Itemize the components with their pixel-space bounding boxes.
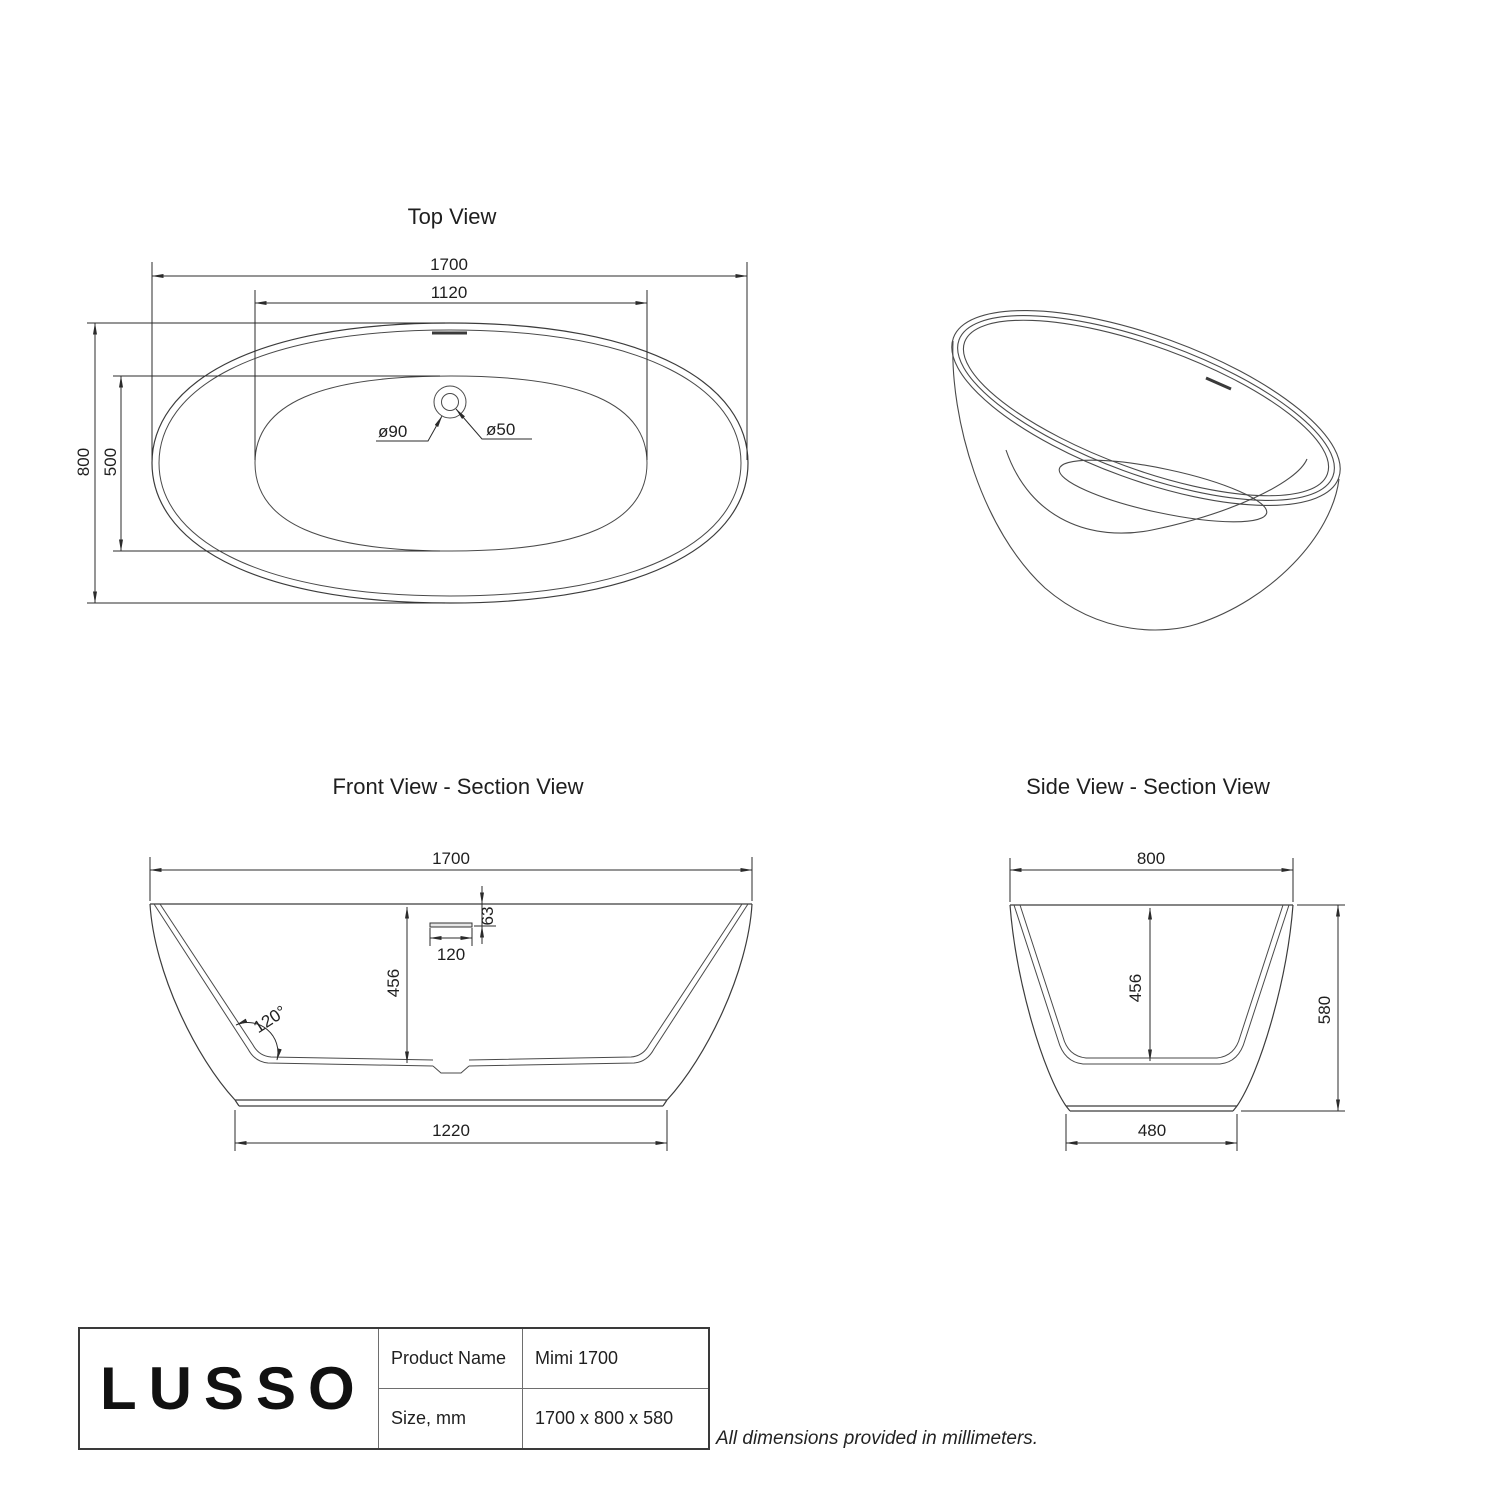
side-base — [1066, 1106, 1237, 1111]
iso-overflow-slot — [1206, 378, 1231, 389]
size-label: Size, mm — [379, 1389, 523, 1448]
front-view — [150, 774, 752, 1151]
side-view — [1010, 774, 1345, 1151]
iso-rim-inner — [944, 284, 1349, 532]
size-value: 1700 x 800 x 580 — [535, 1408, 674, 1428]
iso-body — [953, 341, 1339, 630]
dim-front-base-length: 1220 — [432, 1121, 470, 1140]
dim-top-overall-length: 1700 — [430, 255, 468, 274]
iso-rim-mid — [936, 277, 1355, 538]
table-row — [379, 1389, 708, 1448]
front-overflow — [430, 923, 472, 927]
label-drain-outer-dia: ø90 — [378, 422, 408, 441]
dim-side-base-width: 480 — [1137, 1121, 1167, 1140]
product-name-label: Product Name — [379, 1329, 523, 1388]
tub-outer-rim — [152, 323, 748, 603]
drain-outer-circle — [434, 386, 466, 418]
title-block — [78, 1327, 710, 1450]
top-view — [74, 204, 748, 603]
table-row — [379, 1329, 708, 1389]
dim-front-base-angle: 120° — [250, 1001, 290, 1037]
tub-basin — [255, 376, 647, 551]
info-table — [379, 1329, 708, 1448]
drain-inner-circle — [442, 394, 459, 411]
iso-rim-outer — [929, 270, 1364, 546]
side-view-title: Side View - Section View — [1026, 774, 1270, 799]
dim-side-inner-depth: 456 — [1126, 973, 1145, 1003]
dim-front-overall-length: 1700 — [432, 849, 470, 868]
label-drain-inner-dia: ø50 — [486, 420, 516, 439]
dim-top-basin-width: 500 — [101, 447, 120, 477]
front-view-title: Front View - Section View — [332, 774, 584, 799]
iso-basin-bottom — [1055, 447, 1272, 534]
front-base — [235, 1100, 667, 1106]
front-drain-recess — [433, 1066, 469, 1073]
dim-side-overall-height: 580 — [1315, 995, 1334, 1025]
dim-front-inner-depth: 456 — [384, 968, 403, 998]
dim-top-overall-width: 800 — [74, 447, 93, 477]
product-name-value: Mimi 1700 — [535, 1348, 619, 1368]
dim-front-overflow-width: 120 — [436, 945, 466, 964]
brand-logo: LUSSO — [100, 1355, 367, 1422]
top-view-title: Top View — [407, 204, 497, 229]
isometric-view — [929, 270, 1364, 630]
iso-basin-opening — [1006, 450, 1307, 533]
dim-side-overall-width: 800 — [1136, 849, 1166, 868]
dim-top-basin-length: 1120 — [430, 283, 468, 302]
logo-cell — [80, 1329, 379, 1448]
footer-note: All dimensions provided in millimeters. — [716, 1428, 1039, 1449]
tub-inner-rim — [159, 330, 741, 596]
dim-front-rim-to-overflow: 63 — [478, 906, 497, 926]
